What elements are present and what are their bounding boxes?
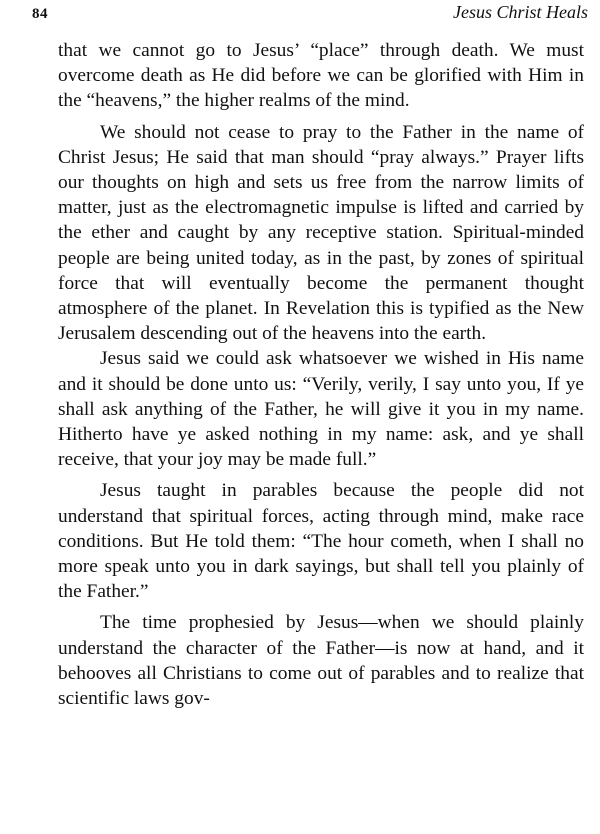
paragraph-continuation: that we cannot go to Jesus’ “place” through death. We must overcome death as He did before we can be glorified with Him in the “heavens,” the higher realms of the mind.	[58, 40, 584, 112]
paragraph-time-prophesied: The time prophesied by Jesus—when we should plainly understand the character of the Father—is now at hand, and it behooves all Christians to come out of parables and to realize that scientific laws gov-	[58, 612, 584, 710]
page-number: 84	[32, 6, 48, 22]
paragraph-ask-in-his-name: Jesus said we could ask whatsoever we wished in His name and it should be done unto us: “Verily, verily, I say unto you, If ye shall ask anything of the Father, he will give it you in my name. Hitherto have ye asked nothing in my name: ask, and ye shall receive, that your joy may be made full.”	[58, 348, 584, 471]
paragraph-prayer: We should not cease to pray to the Father in the name of Christ Jesus; He said that man should “pray always.” Prayer lifts our thoughts on high and sets us free from the narrow limits of matter, just as the electromagnetic impulse is lifted and carried by the ether and caught by any receptive station. Spiritual-minded people are being united today, as in the past, by zones of spiritual force that will eventually become the permanent thought atmosphere of the planet. In Revelation this is typified as the New Jerusalem descending out of the heavens into the earth.	[58, 121, 584, 345]
running-title: Jesus Christ Heals	[453, 2, 588, 22]
body-text	[58, 38, 584, 711]
paragraph-parables: Jesus taught in parables because the people did not understand that spiritual forces, acting through mind, make race conditions. But He told them: “The hour cometh, when I shall no more speak unto you in dark sayings, but shall tell you plainly of the Father.”	[58, 480, 584, 603]
